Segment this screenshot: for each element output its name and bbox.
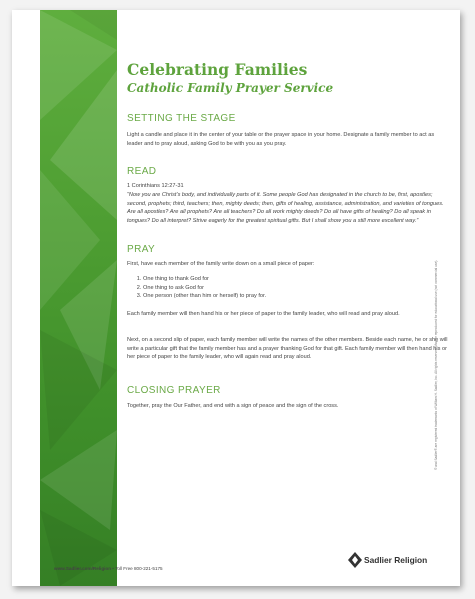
list-item: 3. One person (other than him or herself) to pray for. [143, 292, 266, 301]
pray-intro: First, have each member of the family write down on a small piece of paper: [127, 261, 315, 267]
green-side-band [40, 10, 117, 586]
list-item: 1. One thing to thank God for [143, 275, 266, 284]
pray-paragraph-1: Each family member will then hand his or her piece of paper to the family leader, who will read and pray aloud. [127, 311, 400, 317]
sadlier-logo-icon [348, 552, 362, 568]
page-title: Celebrating Families [127, 60, 308, 79]
worksheet-page [12, 10, 460, 586]
list-item: 2. One thing to ask God for [143, 284, 266, 293]
heading-pray: PRAY [127, 244, 156, 255]
heading-setting-the-stage: SETTING THE STAGE [127, 113, 236, 124]
brand-name: Sadlier Religion [364, 555, 428, 565]
scripture-reference: 1 Corinthians 12:27-31 [127, 183, 184, 189]
stage-paragraph: Light a candle and place it in the center of your table or the prayer space in your home. Designate a family member to act as leader and to pray aloud, asking God to be with you as you pray. [127, 132, 435, 147]
footer-separator: • [112, 566, 114, 571]
sadlier-logo [348, 552, 448, 570]
pray-steps-list [127, 275, 266, 301]
legal-notice: ® and Sadlier® are registered trademarks of William H. Sadlier, Inc. All rights reserved. May be reproduced for educational use (not commercial use). [434, 259, 438, 470]
scripture-quote: “Now you are Christ’s body, and individually parts of it. Some people God has designated in the church to be, first, apostles; second, prophets; third, teachers; then, mighty deeds; then, gifts of healing, assistance, administration, and varieties of tongues. Are all apostles? Are all prophets? Are all teachers? Do all work mighty deeds? Do all have gifts of healing? Do all speak in tongues? Do all interpret? Strive eagerly for the greatest spiritual gifts. But I shall show you a still more excellent way.” [127, 192, 444, 224]
footer-url[interactable]: www.Sadlier.com/Religion [54, 566, 112, 571]
triangle-pattern [40, 10, 117, 586]
footer-contact [54, 566, 163, 571]
footer-phone: Toll Free 800-221-5175 [115, 566, 163, 571]
closing-paragraph: Together, pray the Our Father, and end with a sign of peace and the sign of the cross. [127, 403, 339, 409]
heading-read: READ [127, 166, 157, 177]
page-subtitle: Catholic Family Prayer Service [127, 81, 334, 95]
heading-closing-prayer: CLOSING PRAYER [127, 385, 221, 396]
pray-paragraph-2: Next, on a second slip of paper, each family member will write the names of the other members. Beside each name, he or she will write a particular gift that the family member has and a prayer thanking God for that gift. Each family member will then hand his or her piece of paper to the family leader, who will again read and pray aloud. [127, 337, 448, 361]
